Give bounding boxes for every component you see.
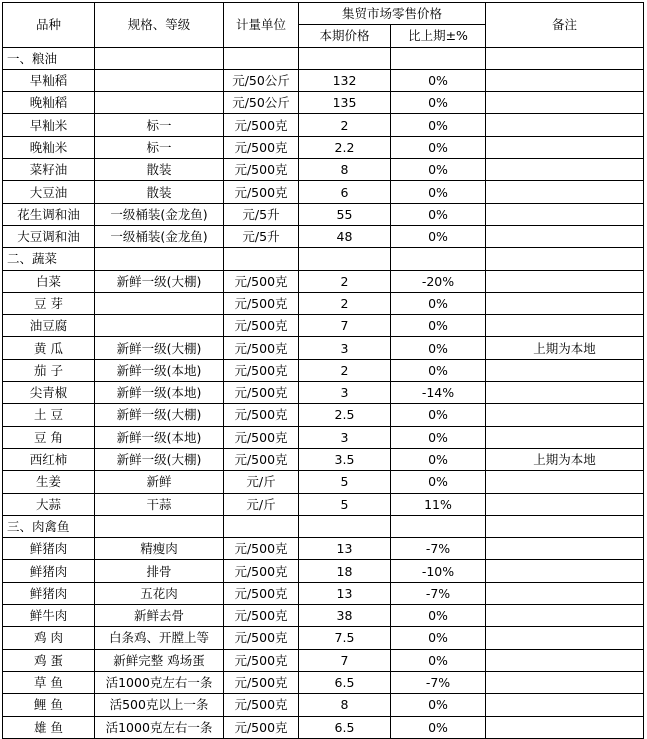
- cell-price[interactable]: 132: [299, 69, 391, 91]
- cell-note[interactable]: [486, 181, 644, 203]
- table-row: [3, 716, 644, 738]
- cell-name[interactable]: 花生调和油: [3, 203, 95, 225]
- cell-unit[interactable]: 元/500克: [224, 627, 299, 649]
- cell-change[interactable]: 0%: [391, 426, 486, 448]
- cell-name[interactable]: 油豆腐: [3, 315, 95, 337]
- cell-unit[interactable]: 元/500克: [224, 270, 299, 292]
- cell-price[interactable]: 135: [299, 92, 391, 114]
- cell-spec[interactable]: 标一: [95, 114, 224, 136]
- table-row: [3, 582, 644, 604]
- table-row: [3, 627, 644, 649]
- table-row: [3, 382, 644, 404]
- cell-unit[interactable]: 元/50公斤: [224, 92, 299, 114]
- empty-cell[interactable]: [486, 248, 644, 270]
- cell-name[interactable]: 鲜猪肉: [3, 538, 95, 560]
- cell-change[interactable]: 0%: [391, 649, 486, 671]
- cell-price[interactable]: 2: [299, 114, 391, 136]
- cell-change[interactable]: 0%: [391, 69, 486, 91]
- cell-note[interactable]: [486, 605, 644, 627]
- cell-name[interactable]: 黄 瓜: [3, 337, 95, 359]
- cell-note[interactable]: [486, 159, 644, 181]
- cell-note[interactable]: [486, 471, 644, 493]
- cell-spec[interactable]: 标一: [95, 136, 224, 158]
- cell-name[interactable]: 大豆调和油: [3, 225, 95, 247]
- header-unit[interactable]: 计量单位: [224, 3, 299, 48]
- cell-unit[interactable]: 元/500克: [224, 649, 299, 671]
- cell-note[interactable]: [486, 426, 644, 448]
- table-row: [3, 270, 644, 292]
- cell-price[interactable]: 3: [299, 382, 391, 404]
- cell-price[interactable]: 6: [299, 181, 391, 203]
- cell-spec[interactable]: 排骨: [95, 560, 224, 582]
- cell-unit[interactable]: 元/500克: [224, 716, 299, 738]
- cell-unit[interactable]: 元/500克: [224, 605, 299, 627]
- section-row: [3, 515, 644, 537]
- cell-note[interactable]: 上期为本地: [486, 448, 644, 470]
- empty-cell[interactable]: [299, 515, 391, 537]
- cell-note[interactable]: [486, 716, 644, 738]
- cell-note[interactable]: [486, 649, 644, 671]
- cell-spec[interactable]: 散装: [95, 181, 224, 203]
- cell-unit[interactable]: 元/500克: [224, 114, 299, 136]
- cell-change[interactable]: 0%: [391, 136, 486, 158]
- cell-unit[interactable]: 元/500克: [224, 560, 299, 582]
- cell-name[interactable]: 鲜牛肉: [3, 605, 95, 627]
- cell-name[interactable]: 鲤 鱼: [3, 694, 95, 716]
- cell-unit[interactable]: 元/500克: [224, 671, 299, 693]
- header-note[interactable]: 备注: [486, 3, 644, 48]
- cell-price[interactable]: 38: [299, 605, 391, 627]
- cell-price[interactable]: 8: [299, 159, 391, 181]
- cell-note[interactable]: [486, 292, 644, 314]
- cell-name[interactable]: 生姜: [3, 471, 95, 493]
- table-row: [3, 605, 644, 627]
- cell-unit[interactable]: 元/500克: [224, 538, 299, 560]
- cell-change[interactable]: 0%: [391, 359, 486, 381]
- table-row: [3, 560, 644, 582]
- cell-spec[interactable]: 活1000克左右一条: [95, 716, 224, 738]
- cell-change[interactable]: 0%: [391, 404, 486, 426]
- cell-note[interactable]: [486, 694, 644, 716]
- table-row: [3, 203, 644, 225]
- cell-note[interactable]: [486, 582, 644, 604]
- cell-price[interactable]: 3.5: [299, 448, 391, 470]
- cell-note[interactable]: [486, 359, 644, 381]
- cell-price[interactable]: 7: [299, 315, 391, 337]
- cell-spec[interactable]: 新鲜一级(本地): [95, 359, 224, 381]
- cell-change[interactable]: -14%: [391, 382, 486, 404]
- cell-note[interactable]: [486, 538, 644, 560]
- cell-name[interactable]: 土 豆: [3, 404, 95, 426]
- empty-cell[interactable]: [391, 47, 486, 69]
- cell-price[interactable]: 7: [299, 649, 391, 671]
- table-row: [3, 337, 644, 359]
- cell-change[interactable]: 11%: [391, 493, 486, 515]
- table-row: [3, 292, 644, 314]
- empty-cell[interactable]: [95, 515, 224, 537]
- cell-note[interactable]: [486, 270, 644, 292]
- cell-change[interactable]: 0%: [391, 225, 486, 247]
- cell-spec[interactable]: [95, 69, 224, 91]
- header-spec[interactable]: 规格、等级: [95, 3, 224, 48]
- table-row: [3, 359, 644, 381]
- cell-spec[interactable]: 五花肉: [95, 582, 224, 604]
- cell-unit[interactable]: 元/500克: [224, 359, 299, 381]
- cell-change[interactable]: 0%: [391, 114, 486, 136]
- table-row: [3, 92, 644, 114]
- cell-spec[interactable]: 新鲜一级(大棚): [95, 270, 224, 292]
- cell-unit[interactable]: 元/500克: [224, 337, 299, 359]
- empty-cell[interactable]: [391, 248, 486, 270]
- table-row: [3, 649, 644, 671]
- cell-note[interactable]: [486, 560, 644, 582]
- cell-name[interactable]: 尖青椒: [3, 382, 95, 404]
- table-row: [3, 315, 644, 337]
- empty-cell[interactable]: [224, 515, 299, 537]
- cell-name[interactable]: 草 鱼: [3, 671, 95, 693]
- table-row: [3, 114, 644, 136]
- table-row: [3, 694, 644, 716]
- empty-cell[interactable]: [486, 515, 644, 537]
- cell-spec[interactable]: [95, 292, 224, 314]
- cell-unit[interactable]: 元/500克: [224, 404, 299, 426]
- cell-unit[interactable]: 元/500克: [224, 694, 299, 716]
- cell-change[interactable]: 0%: [391, 159, 486, 181]
- cell-name[interactable]: 晚籼米: [3, 136, 95, 158]
- cell-name[interactable]: 鸡 蛋: [3, 649, 95, 671]
- cell-spec[interactable]: 一级桶装(金龙鱼): [95, 203, 224, 225]
- table-row: [3, 69, 644, 91]
- cell-spec[interactable]: 新鲜去骨: [95, 605, 224, 627]
- cell-name[interactable]: 早籼稻: [3, 69, 95, 91]
- cell-note[interactable]: [486, 493, 644, 515]
- cell-note[interactable]: [486, 404, 644, 426]
- cell-spec[interactable]: 新鲜一级(大棚): [95, 404, 224, 426]
- cell-price[interactable]: 2: [299, 292, 391, 314]
- price-table: [2, 2, 644, 739]
- cell-note[interactable]: [486, 203, 644, 225]
- empty-cell[interactable]: [95, 47, 224, 69]
- cell-spec[interactable]: 新鲜一级(大棚): [95, 337, 224, 359]
- section-title[interactable]: 一、粮油: [3, 47, 95, 69]
- cell-price[interactable]: 3: [299, 426, 391, 448]
- cell-change[interactable]: 0%: [391, 471, 486, 493]
- cell-spec[interactable]: [95, 315, 224, 337]
- cell-spec[interactable]: 活1000克左右一条: [95, 671, 224, 693]
- header-current-price[interactable]: 本期价格: [299, 25, 391, 47]
- cell-change[interactable]: -20%: [391, 270, 486, 292]
- cell-name[interactable]: 雄 鱼: [3, 716, 95, 738]
- cell-change[interactable]: 0%: [391, 292, 486, 314]
- cell-price[interactable]: 2: [299, 270, 391, 292]
- cell-price[interactable]: 18: [299, 560, 391, 582]
- cell-price[interactable]: 7.5: [299, 627, 391, 649]
- cell-note[interactable]: [486, 114, 644, 136]
- empty-cell[interactable]: [224, 47, 299, 69]
- cell-unit[interactable]: 元/500克: [224, 448, 299, 470]
- cell-spec[interactable]: 活500克以上一条: [95, 694, 224, 716]
- empty-cell[interactable]: [299, 47, 391, 69]
- cell-unit[interactable]: 元/500克: [224, 582, 299, 604]
- cell-spec[interactable]: 散装: [95, 159, 224, 181]
- cell-unit[interactable]: 元/500克: [224, 315, 299, 337]
- table-row: [3, 426, 644, 448]
- cell-spec[interactable]: [95, 92, 224, 114]
- table-row: [3, 493, 644, 515]
- table-row: [3, 136, 644, 158]
- cell-change[interactable]: 0%: [391, 337, 486, 359]
- cell-change[interactable]: -7%: [391, 671, 486, 693]
- empty-cell[interactable]: [95, 248, 224, 270]
- cell-spec[interactable]: 新鲜: [95, 471, 224, 493]
- table-row: [3, 181, 644, 203]
- cell-price[interactable]: 8: [299, 694, 391, 716]
- cell-unit[interactable]: 元/50公斤: [224, 69, 299, 91]
- cell-unit[interactable]: 元/500克: [224, 136, 299, 158]
- cell-change[interactable]: 0%: [391, 315, 486, 337]
- cell-spec[interactable]: 干蒜: [95, 493, 224, 515]
- cell-change[interactable]: 0%: [391, 448, 486, 470]
- cell-name[interactable]: 鲜猪肉: [3, 560, 95, 582]
- cell-price[interactable]: 6.5: [299, 671, 391, 693]
- table-row: [3, 671, 644, 693]
- header-market-price[interactable]: 集贸市场零售价格: [299, 3, 486, 25]
- cell-price[interactable]: 2.2: [299, 136, 391, 158]
- table-row: [3, 159, 644, 181]
- price-table-body: [3, 3, 644, 739]
- cell-price[interactable]: 5: [299, 471, 391, 493]
- cell-name[interactable]: 茄 子: [3, 359, 95, 381]
- empty-cell[interactable]: [391, 515, 486, 537]
- cell-price[interactable]: 55: [299, 203, 391, 225]
- cell-spec[interactable]: 新鲜完整 鸡场蛋: [95, 649, 224, 671]
- section-row: [3, 248, 644, 270]
- table-row: [3, 448, 644, 470]
- section-title[interactable]: 三、肉禽鱼: [3, 515, 95, 537]
- empty-cell[interactable]: [224, 248, 299, 270]
- cell-name[interactable]: 豆 芽: [3, 292, 95, 314]
- cell-unit[interactable]: 元/500克: [224, 159, 299, 181]
- cell-name[interactable]: 晚籼稻: [3, 92, 95, 114]
- section-row: [3, 47, 644, 69]
- cell-change[interactable]: 0%: [391, 203, 486, 225]
- cell-change[interactable]: 0%: [391, 605, 486, 627]
- cell-spec[interactable]: 新鲜一级(大棚): [95, 448, 224, 470]
- cell-spec[interactable]: 新鲜一级(本地): [95, 382, 224, 404]
- cell-unit[interactable]: 元/斤: [224, 493, 299, 515]
- cell-note[interactable]: [486, 92, 644, 114]
- cell-unit[interactable]: 元/500克: [224, 181, 299, 203]
- cell-name[interactable]: 白菜: [3, 270, 95, 292]
- cell-price[interactable]: 13: [299, 538, 391, 560]
- cell-note[interactable]: [486, 382, 644, 404]
- header-row-1: [3, 3, 644, 25]
- cell-name[interactable]: 鸡 肉: [3, 627, 95, 649]
- cell-price[interactable]: 13: [299, 582, 391, 604]
- cell-name[interactable]: 早籼米: [3, 114, 95, 136]
- cell-price[interactable]: 6.5: [299, 716, 391, 738]
- cell-change[interactable]: -7%: [391, 582, 486, 604]
- cell-unit[interactable]: 元/5升: [224, 225, 299, 247]
- cell-note[interactable]: 上期为本地: [486, 337, 644, 359]
- table-row: [3, 404, 644, 426]
- cell-name[interactable]: 西红柿: [3, 448, 95, 470]
- cell-price[interactable]: 48: [299, 225, 391, 247]
- table-row: [3, 538, 644, 560]
- cell-spec[interactable]: 精瘦肉: [95, 538, 224, 560]
- cell-price[interactable]: 2: [299, 359, 391, 381]
- cell-name[interactable]: 菜籽油: [3, 159, 95, 181]
- cell-name[interactable]: 鲜猪肉: [3, 582, 95, 604]
- cell-unit[interactable]: 元/斤: [224, 471, 299, 493]
- cell-note[interactable]: [486, 671, 644, 693]
- cell-note[interactable]: [486, 69, 644, 91]
- cell-price[interactable]: 3: [299, 337, 391, 359]
- table-row: [3, 225, 644, 247]
- cell-note[interactable]: [486, 136, 644, 158]
- cell-note[interactable]: [486, 315, 644, 337]
- header-name[interactable]: 品种: [3, 3, 95, 48]
- cell-unit[interactable]: 元/500克: [224, 426, 299, 448]
- cell-note[interactable]: [486, 225, 644, 247]
- cell-unit[interactable]: 元/5升: [224, 203, 299, 225]
- cell-change[interactable]: 0%: [391, 694, 486, 716]
- cell-name[interactable]: 豆 角: [3, 426, 95, 448]
- cell-name[interactable]: 大豆油: [3, 181, 95, 203]
- empty-cell[interactable]: [299, 248, 391, 270]
- cell-name[interactable]: 大蒜: [3, 493, 95, 515]
- cell-note[interactable]: [486, 627, 644, 649]
- cell-unit[interactable]: 元/500克: [224, 292, 299, 314]
- cell-spec[interactable]: 白条鸡、开膛上等: [95, 627, 224, 649]
- cell-change[interactable]: -7%: [391, 538, 486, 560]
- cell-change[interactable]: 0%: [391, 181, 486, 203]
- cell-price[interactable]: 5: [299, 493, 391, 515]
- table-row: [3, 471, 644, 493]
- cell-spec[interactable]: 一级桶装(金龙鱼): [95, 225, 224, 247]
- cell-change[interactable]: 0%: [391, 627, 486, 649]
- cell-price[interactable]: 2.5: [299, 404, 391, 426]
- header-change[interactable]: 比上期±%: [391, 25, 486, 47]
- cell-unit[interactable]: 元/500克: [224, 382, 299, 404]
- section-title[interactable]: 二、蔬菜: [3, 248, 95, 270]
- cell-spec[interactable]: 新鲜一级(本地): [95, 426, 224, 448]
- cell-change[interactable]: 0%: [391, 92, 486, 114]
- cell-change[interactable]: -10%: [391, 560, 486, 582]
- empty-cell[interactable]: [486, 47, 644, 69]
- cell-change[interactable]: 0%: [391, 716, 486, 738]
